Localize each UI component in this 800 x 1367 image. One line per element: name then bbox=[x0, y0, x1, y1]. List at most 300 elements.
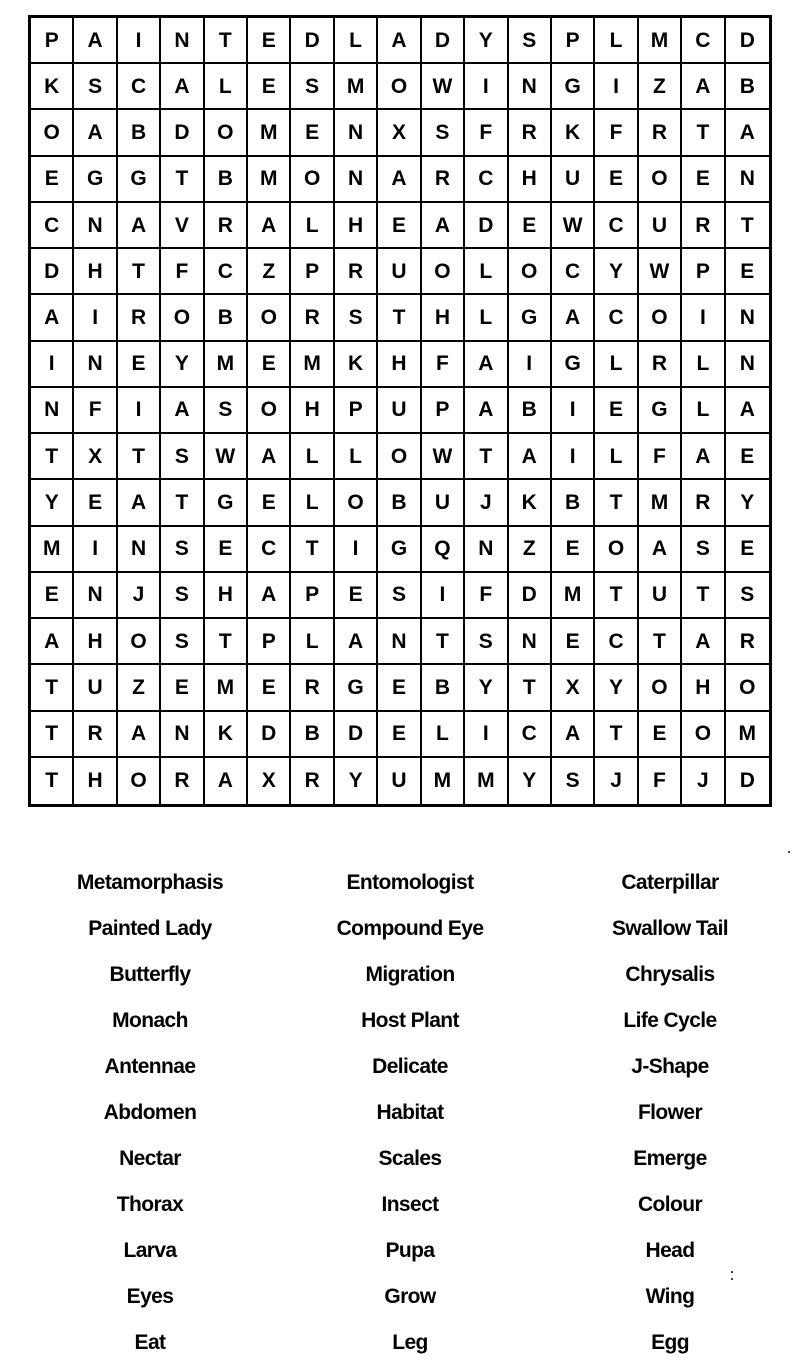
grid-letter[interactable]: E bbox=[248, 480, 291, 526]
grid-letter[interactable]: Y bbox=[465, 665, 508, 711]
grid-letter[interactable]: M bbox=[639, 480, 682, 526]
grid-letter[interactable]: G bbox=[552, 64, 595, 110]
grid-letter[interactable]: P bbox=[291, 249, 334, 295]
grid-letter[interactable]: A bbox=[552, 295, 595, 341]
word-list-item: Butterfly bbox=[109, 963, 191, 986]
grid-letter[interactable]: C bbox=[595, 295, 638, 341]
grid-letter[interactable]: N bbox=[465, 527, 508, 573]
grid-letter[interactable]: J bbox=[595, 758, 638, 804]
grid-letter[interactable]: T bbox=[595, 712, 638, 758]
grid-letter[interactable]: L bbox=[595, 342, 638, 388]
grid-letter[interactable]: V bbox=[161, 203, 204, 249]
grid-letter[interactable]: H bbox=[378, 342, 421, 388]
grid-letter[interactable]: E bbox=[726, 249, 769, 295]
grid-letter[interactable]: T bbox=[161, 480, 204, 526]
grid-letter[interactable]: M bbox=[552, 573, 595, 619]
grid-letter[interactable]: E bbox=[639, 712, 682, 758]
grid-letter[interactable]: T bbox=[31, 665, 74, 711]
grid-letter[interactable]: A bbox=[248, 573, 291, 619]
grid-letter[interactable]: N bbox=[161, 18, 204, 64]
grid-letter[interactable]: L bbox=[291, 619, 334, 665]
grid-letter[interactable]: H bbox=[74, 758, 117, 804]
grid-letter[interactable]: I bbox=[509, 342, 552, 388]
grid-letter[interactable]: E bbox=[378, 712, 421, 758]
grid-letter[interactable]: B bbox=[726, 64, 769, 110]
grid-letter[interactable]: U bbox=[378, 249, 421, 295]
grid-letter[interactable]: A bbox=[161, 388, 204, 434]
grid-letter[interactable]: A bbox=[248, 434, 291, 480]
grid-letter[interactable]: D bbox=[509, 573, 552, 619]
grid-letter[interactable]: N bbox=[335, 110, 378, 156]
grid-letter[interactable]: Y bbox=[595, 665, 638, 711]
word-list-item: Wing bbox=[645, 1285, 695, 1308]
grid-letter[interactable]: F bbox=[161, 249, 204, 295]
grid-letter[interactable]: R bbox=[726, 619, 769, 665]
grid-letter[interactable]: G bbox=[205, 480, 248, 526]
grid-letter[interactable]: L bbox=[682, 388, 725, 434]
grid-letter[interactable]: E bbox=[378, 203, 421, 249]
grid-letter[interactable]: P bbox=[552, 18, 595, 64]
grid-letter[interactable]: Q bbox=[422, 527, 465, 573]
grid-letter[interactable]: S bbox=[422, 110, 465, 156]
grid-letter[interactable]: Z bbox=[639, 64, 682, 110]
grid-letter[interactable]: R bbox=[639, 342, 682, 388]
grid-letter[interactable]: M bbox=[31, 527, 74, 573]
grid-letter[interactable]: G bbox=[639, 388, 682, 434]
grid-letter[interactable]: C bbox=[205, 249, 248, 295]
grid-letter[interactable]: L bbox=[465, 295, 508, 341]
grid-letter[interactable]: J bbox=[465, 480, 508, 526]
word-list-item: Migration bbox=[365, 963, 455, 986]
grid-letter[interactable]: M bbox=[248, 157, 291, 203]
grid-letter[interactable]: M bbox=[335, 64, 378, 110]
grid-letter[interactable]: R bbox=[291, 758, 334, 804]
grid-letter[interactable]: T bbox=[118, 249, 161, 295]
grid-letter[interactable]: C bbox=[118, 64, 161, 110]
grid-letter[interactable]: B bbox=[378, 480, 421, 526]
grid-letter[interactable]: R bbox=[118, 295, 161, 341]
grid-letter[interactable]: D bbox=[291, 18, 334, 64]
grid-letter[interactable]: N bbox=[509, 619, 552, 665]
grid-letter[interactable]: A bbox=[682, 619, 725, 665]
grid-letter[interactable]: E bbox=[726, 527, 769, 573]
grid-letter[interactable]: O bbox=[248, 388, 291, 434]
grid-letter[interactable]: C bbox=[552, 249, 595, 295]
grid-letter[interactable]: U bbox=[639, 203, 682, 249]
grid-letter[interactable]: I bbox=[465, 64, 508, 110]
grid-letter[interactable]: O bbox=[639, 295, 682, 341]
grid-letter[interactable]: E bbox=[205, 527, 248, 573]
grid-letter[interactable]: S bbox=[726, 573, 769, 619]
grid-letter[interactable]: E bbox=[595, 157, 638, 203]
grid-letter[interactable]: L bbox=[291, 480, 334, 526]
grid-letter[interactable]: T bbox=[31, 434, 74, 480]
grid-letter[interactable]: A bbox=[552, 712, 595, 758]
grid-letter[interactable]: D bbox=[739, 769, 755, 793]
grid-letter[interactable]: A bbox=[726, 388, 769, 434]
grid-letter[interactable]: E bbox=[291, 110, 334, 156]
grid-letter[interactable]: B bbox=[552, 480, 595, 526]
grid-letter[interactable]: R bbox=[291, 665, 334, 711]
grid-letter[interactable]: E bbox=[552, 619, 595, 665]
grid-letter[interactable]: C bbox=[595, 203, 638, 249]
grid-letter[interactable]: H bbox=[682, 665, 725, 711]
grid-letter[interactable]: I bbox=[465, 712, 508, 758]
grid-letter[interactable]: T bbox=[205, 619, 248, 665]
grid-letter[interactable]: L bbox=[291, 434, 334, 480]
grid-letter[interactable]: G bbox=[509, 295, 552, 341]
grid-letter[interactable]: N bbox=[726, 342, 769, 388]
grid-letter[interactable]: T bbox=[595, 480, 638, 526]
grid-letter[interactable]: M bbox=[205, 665, 248, 711]
grid-letter[interactable]: A bbox=[118, 480, 161, 526]
grid-letter[interactable]: N bbox=[335, 157, 378, 203]
grid-letter[interactable]: Z bbox=[509, 527, 552, 573]
grid-letter[interactable]: E bbox=[552, 527, 595, 573]
grid-letter[interactable]: O bbox=[31, 110, 74, 156]
grid-letter[interactable]: E bbox=[248, 342, 291, 388]
grid-letter[interactable]: T bbox=[682, 573, 725, 619]
grid-letter[interactable]: Z bbox=[118, 665, 161, 711]
grid-letter[interactable]: P bbox=[248, 619, 291, 665]
grid-letter[interactable]: A bbox=[682, 434, 725, 480]
word-list-item: Life Cycle bbox=[623, 1009, 717, 1032]
grid-letter[interactable]: T bbox=[291, 527, 334, 573]
grid-letter[interactable]: P bbox=[291, 573, 334, 619]
grid-letter[interactable]: S bbox=[682, 527, 725, 573]
grid-letter[interactable]: B bbox=[205, 157, 248, 203]
grid-letter[interactable]: C bbox=[509, 712, 552, 758]
grid-letter[interactable]: N bbox=[726, 295, 769, 341]
grid-letter[interactable]: O bbox=[205, 110, 248, 156]
grid-letter[interactable]: S bbox=[161, 619, 204, 665]
grid-letter[interactable]: L bbox=[422, 712, 465, 758]
grid-letter[interactable]: D bbox=[248, 712, 291, 758]
grid-letter[interactable]: Y bbox=[465, 18, 508, 64]
grid-letter[interactable]: S bbox=[205, 388, 248, 434]
grid-letter[interactable]: G bbox=[118, 157, 161, 203]
grid-letter[interactable]: E bbox=[682, 157, 725, 203]
grid-letter[interactable]: K bbox=[552, 110, 595, 156]
grid-letter[interactable]: O bbox=[248, 295, 291, 341]
word-list-item: Emerge bbox=[633, 1147, 707, 1170]
grid-letter[interactable]: N bbox=[509, 64, 552, 110]
word-list-item: Flower bbox=[637, 1101, 703, 1124]
grid-letter[interactable]: T bbox=[378, 295, 421, 341]
grid-letter[interactable]: J bbox=[682, 758, 725, 804]
grid-letter[interactable]: E bbox=[335, 573, 378, 619]
grid-letter[interactable]: W bbox=[205, 434, 248, 480]
grid-letter[interactable]: A bbox=[422, 203, 465, 249]
grid-letter[interactable]: T bbox=[118, 434, 161, 480]
grid-letter[interactable]: A bbox=[31, 295, 74, 341]
grid-letter[interactable]: C bbox=[31, 203, 74, 249]
word-list-item: Head bbox=[645, 1239, 695, 1262]
grid-letter[interactable]: A bbox=[31, 619, 74, 665]
grid-letter[interactable]: L bbox=[682, 342, 725, 388]
grid-letter[interactable]: R bbox=[74, 712, 117, 758]
grid-letter[interactable]: Y bbox=[509, 758, 552, 804]
grid-letter[interactable]: T bbox=[595, 573, 638, 619]
grid-letter[interactable]: A bbox=[161, 64, 204, 110]
grid-letter[interactable]: T bbox=[682, 110, 725, 156]
grid-letter[interactable]: G bbox=[552, 342, 595, 388]
grid-letter[interactable]: I bbox=[552, 388, 595, 434]
grid-letter[interactable]: E bbox=[378, 665, 421, 711]
grid-letter[interactable]: E bbox=[248, 18, 291, 64]
grid-letter[interactable]: A bbox=[74, 18, 117, 64]
grid-letter[interactable]: H bbox=[74, 249, 117, 295]
grid-letter[interactable]: E bbox=[248, 665, 291, 711]
grid-letter[interactable]: P bbox=[682, 249, 725, 295]
grid-letter[interactable]: N bbox=[74, 573, 117, 619]
grid-letter[interactable]: D bbox=[726, 18, 769, 64]
grid-letter[interactable]: G bbox=[74, 157, 117, 203]
grid-letter[interactable]: T bbox=[161, 157, 204, 203]
grid-letter[interactable]: E bbox=[726, 434, 769, 480]
grid-letter[interactable]: L bbox=[205, 64, 248, 110]
grid-letter[interactable]: O bbox=[335, 480, 378, 526]
grid-letter[interactable]: A bbox=[378, 18, 421, 64]
grid-letter[interactable]: O bbox=[118, 619, 161, 665]
grid-letter[interactable]: Y bbox=[726, 480, 769, 526]
grid-letter[interactable]: I bbox=[335, 527, 378, 573]
grid-letter[interactable]: S bbox=[161, 573, 204, 619]
grid-letter[interactable]: W bbox=[422, 64, 465, 110]
grid-letter[interactable]: K bbox=[509, 480, 552, 526]
grid-letter[interactable]: F bbox=[595, 110, 638, 156]
grid-letter[interactable]: H bbox=[422, 295, 465, 341]
grid-letter[interactable]: W bbox=[552, 203, 595, 249]
grid-letter[interactable]: R bbox=[422, 157, 465, 203]
grid-letter[interactable]: R bbox=[509, 110, 552, 156]
grid-letter[interactable]: U bbox=[74, 665, 117, 711]
grid-letter[interactable]: S bbox=[509, 18, 552, 64]
grid-letter[interactable]: F bbox=[465, 110, 508, 156]
grid-letter[interactable]: D bbox=[422, 18, 465, 64]
grid-letter[interactable]: M bbox=[205, 342, 248, 388]
grid-letter[interactable]: U bbox=[422, 480, 465, 526]
grid-letter[interactable]: O bbox=[639, 665, 682, 711]
grid-letter[interactable]: A bbox=[378, 157, 421, 203]
grid-letter[interactable]: A bbox=[509, 434, 552, 480]
grid-letter[interactable]: B bbox=[509, 388, 552, 434]
grid-letter[interactable]: G bbox=[335, 665, 378, 711]
scan-speck bbox=[788, 851, 790, 853]
grid-letter[interactable]: E bbox=[118, 342, 161, 388]
grid-letter[interactable]: F bbox=[74, 388, 117, 434]
grid-letter[interactable]: M bbox=[248, 110, 291, 156]
grid-letter[interactable]: D bbox=[335, 712, 378, 758]
grid-letter[interactable]: T bbox=[726, 203, 769, 249]
grid-letter[interactable]: N bbox=[31, 388, 74, 434]
grid-letter[interactable]: I bbox=[552, 434, 595, 480]
grid-letter[interactable]: S bbox=[74, 64, 117, 110]
word-list-item: Pupa bbox=[385, 1239, 435, 1262]
grid-letter[interactable]: N bbox=[161, 712, 204, 758]
grid-letter[interactable]: H bbox=[291, 388, 334, 434]
grid-letter[interactable]: C bbox=[682, 18, 725, 64]
grid-letter[interactable]: R bbox=[682, 203, 725, 249]
grid-letter[interactable]: I bbox=[422, 573, 465, 619]
grid-letter[interactable]: A bbox=[682, 64, 725, 110]
grid-letter[interactable]: H bbox=[205, 573, 248, 619]
grid-letter[interactable]: G bbox=[378, 527, 421, 573]
grid-letter[interactable]: H bbox=[335, 203, 378, 249]
grid-letter[interactable]: M bbox=[465, 758, 508, 804]
grid-letter[interactable]: F bbox=[422, 342, 465, 388]
grid-letter[interactable]: M bbox=[291, 342, 334, 388]
grid-letter[interactable]: T bbox=[31, 758, 74, 804]
grid-letter[interactable]: S bbox=[465, 619, 508, 665]
grid-letter[interactable]: D bbox=[161, 110, 204, 156]
grid-letter[interactable]: O bbox=[639, 157, 682, 203]
grid-letter[interactable]: T bbox=[509, 665, 552, 711]
grid-letter[interactable]: N bbox=[74, 203, 117, 249]
grid-letter[interactable]: I bbox=[682, 295, 725, 341]
grid-letter[interactable]: S bbox=[161, 527, 204, 573]
grid-letter[interactable]: D bbox=[31, 249, 74, 295]
grid-letter[interactable]: Y bbox=[161, 342, 204, 388]
grid-letter[interactable]: N bbox=[378, 619, 421, 665]
grid-letter[interactable]: N bbox=[726, 157, 769, 203]
grid-letter[interactable]: E bbox=[161, 665, 204, 711]
grid-letter[interactable]: Y bbox=[31, 480, 74, 526]
grid-letter[interactable]: A bbox=[74, 110, 117, 156]
grid-letter[interactable]: C bbox=[595, 619, 638, 665]
grid-letter[interactable]: K bbox=[31, 64, 74, 110]
grid-letter[interactable]: A bbox=[118, 712, 161, 758]
grid-letter[interactable]: M bbox=[639, 18, 682, 64]
grid-letter[interactable]: S bbox=[378, 573, 421, 619]
grid-letter[interactable]: P bbox=[335, 388, 378, 434]
grid-letter[interactable]: A bbox=[205, 758, 248, 804]
grid-letter[interactable]: U bbox=[639, 573, 682, 619]
grid-letter[interactable]: E bbox=[509, 203, 552, 249]
grid-letter[interactable]: I bbox=[31, 342, 74, 388]
grid-letter[interactable]: T bbox=[31, 712, 74, 758]
grid-letter[interactable]: I bbox=[118, 388, 161, 434]
grid-letter[interactable]: A bbox=[639, 527, 682, 573]
grid-letter[interactable]: X bbox=[378, 110, 421, 156]
grid-letter[interactable]: I bbox=[595, 64, 638, 110]
grid-letter[interactable]: P bbox=[31, 18, 74, 64]
grid-letter[interactable]: R bbox=[291, 295, 334, 341]
grid-letter[interactable]: O bbox=[118, 758, 161, 804]
grid-letter[interactable]: H bbox=[509, 157, 552, 203]
grid-letter[interactable]: R bbox=[682, 480, 725, 526]
grid-letter[interactable]: H bbox=[74, 619, 117, 665]
grid-letter[interactable]: K bbox=[205, 712, 248, 758]
grid-letter[interactable]: M bbox=[726, 712, 769, 758]
grid-letter[interactable]: O bbox=[161, 295, 204, 341]
grid-letter[interactable]: E bbox=[31, 573, 74, 619]
grid-letter[interactable]: S bbox=[161, 434, 204, 480]
grid-letter[interactable]: P bbox=[422, 388, 465, 434]
grid-letter[interactable]: A bbox=[118, 203, 161, 249]
grid-letter[interactable]: X bbox=[248, 758, 291, 804]
grid-letter[interactable]: L bbox=[465, 249, 508, 295]
grid-letter[interactable]: A bbox=[248, 203, 291, 249]
grid-letter[interactable]: E bbox=[595, 388, 638, 434]
grid-letter[interactable]: R bbox=[161, 758, 204, 804]
grid-letter[interactable]: M bbox=[422, 758, 465, 804]
grid-letter[interactable]: O bbox=[509, 249, 552, 295]
grid-letter[interactable]: F bbox=[639, 758, 682, 804]
grid-letter[interactable]: I bbox=[118, 18, 161, 64]
grid-letter[interactable]: F bbox=[639, 434, 682, 480]
grid-letter[interactable]: O bbox=[682, 712, 725, 758]
grid-letter[interactable]: R bbox=[205, 203, 248, 249]
grid-letter[interactable]: O bbox=[422, 249, 465, 295]
grid-letter[interactable]: C bbox=[465, 157, 508, 203]
grid-letter[interactable]: F bbox=[465, 573, 508, 619]
grid-letter[interactable]: A bbox=[465, 388, 508, 434]
grid-letter[interactable]: W bbox=[422, 434, 465, 480]
grid-letter[interactable]: E bbox=[74, 480, 117, 526]
grid-letter[interactable]: Z bbox=[248, 249, 291, 295]
grid-letter[interactable]: T bbox=[205, 18, 248, 64]
grid-letter[interactable]: B bbox=[118, 110, 161, 156]
grid-letter[interactable]: L bbox=[595, 434, 638, 480]
grid-letter[interactable]: O bbox=[595, 527, 638, 573]
grid-letter[interactable]: T bbox=[465, 434, 508, 480]
grid-letter[interactable]: D bbox=[465, 203, 508, 249]
grid-letter[interactable]: Y bbox=[335, 758, 378, 804]
grid-letter[interactable]: O bbox=[726, 665, 769, 711]
grid-letter[interactable]: O bbox=[378, 434, 421, 480]
grid-letter[interactable]: B bbox=[205, 295, 248, 341]
grid-letter[interactable]: J bbox=[118, 573, 161, 619]
grid-letter[interactable]: S bbox=[552, 758, 595, 804]
grid-letter[interactable]: B bbox=[422, 665, 465, 711]
grid-letter[interactable]: N bbox=[118, 527, 161, 573]
word-list-item: J-Shape bbox=[631, 1055, 709, 1078]
grid-letter[interactable]: L bbox=[335, 434, 378, 480]
grid-letter[interactable]: O bbox=[378, 64, 421, 110]
grid-letter[interactable]: S bbox=[291, 64, 334, 110]
grid-letter[interactable]: R bbox=[639, 110, 682, 156]
grid-letter[interactable]: I bbox=[74, 295, 117, 341]
word-list-item: Metamorphasis bbox=[76, 871, 224, 894]
grid-letter[interactable]: C bbox=[248, 527, 291, 573]
grid-letter[interactable]: U bbox=[378, 388, 421, 434]
grid-letter[interactable]: A bbox=[335, 619, 378, 665]
grid-letter[interactable]: A bbox=[465, 342, 508, 388]
grid-letter[interactable]: R bbox=[335, 249, 378, 295]
grid-letter[interactable]: Y bbox=[595, 249, 638, 295]
grid-letter[interactable]: X bbox=[74, 434, 117, 480]
grid-letter[interactable]: O bbox=[291, 157, 334, 203]
grid-letter[interactable]: L bbox=[335, 18, 378, 64]
grid-letter[interactable]: I bbox=[74, 527, 117, 573]
grid-letter[interactable]: L bbox=[595, 18, 638, 64]
grid-letter[interactable]: S bbox=[335, 295, 378, 341]
grid-letter[interactable]: U bbox=[552, 157, 595, 203]
grid-letter[interactable]: E bbox=[248, 64, 291, 110]
grid-letter[interactable]: W bbox=[639, 249, 682, 295]
grid-letter[interactable]: A bbox=[726, 110, 769, 156]
grid-letter[interactable]: T bbox=[639, 619, 682, 665]
grid-letter[interactable]: K bbox=[335, 342, 378, 388]
grid-letter[interactable]: N bbox=[74, 342, 117, 388]
grid-letter[interactable]: E bbox=[31, 157, 74, 203]
grid-letter[interactable]: U bbox=[378, 758, 421, 804]
grid-letter[interactable]: L bbox=[291, 203, 334, 249]
grid-letter[interactable]: B bbox=[291, 712, 334, 758]
grid-letter[interactable]: X bbox=[552, 665, 595, 711]
grid-letter[interactable]: T bbox=[422, 619, 465, 665]
